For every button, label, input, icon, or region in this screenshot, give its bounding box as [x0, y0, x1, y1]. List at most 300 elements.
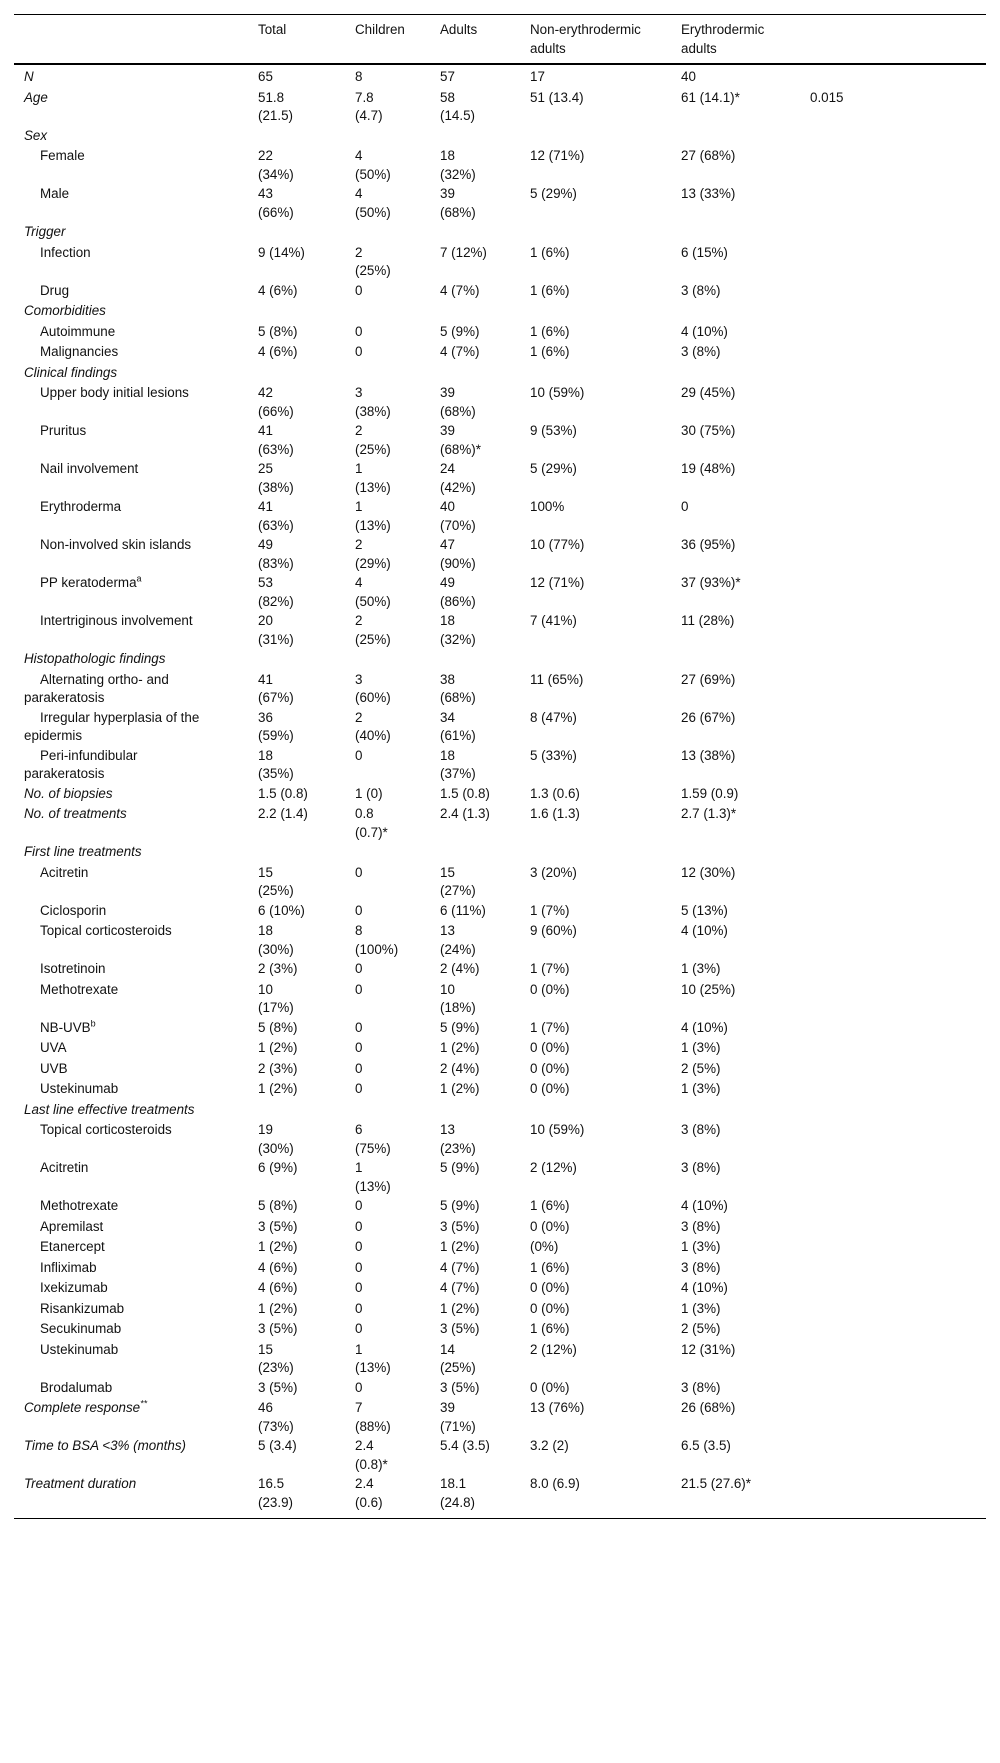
cell-p-value	[810, 1319, 986, 1340]
table-row	[14, 980, 986, 1018]
cell-non-erythrodermic-adults: 13 (76%)	[530, 1400, 585, 1415]
cell-erythrodermic-adults: 1 (3%)	[681, 1300, 721, 1316]
cell-non-erythrodermic-adults: 11 (65%)	[530, 671, 584, 687]
cell-adults: 18.1 (24.8)	[440, 1476, 475, 1510]
table-row	[14, 1038, 986, 1059]
cell-total: 9 (14%)	[258, 244, 305, 260]
row-label-text: Pruritus	[40, 423, 87, 438]
cell-total: 6 (9%)	[258, 1160, 298, 1175]
cell-erythrodermic-adults: 4 (10%)	[681, 1280, 728, 1295]
table-row	[14, 1196, 986, 1217]
cell-adults: 3 (5%)	[440, 1379, 480, 1395]
cell-total: 18 (35%)	[258, 747, 294, 781]
row-label	[14, 421, 258, 459]
row-label	[14, 301, 986, 322]
cell-p-value	[810, 383, 986, 421]
cell-adults: 5 (9%)	[440, 1198, 480, 1213]
cell-erythrodermic-adults: 3 (8%)	[681, 1122, 721, 1137]
row-label	[14, 342, 258, 363]
cell-total: 4 (6%)	[258, 344, 298, 359]
cell-adults: 39 (68%)	[440, 186, 476, 220]
cell-erythrodermic-adults: 27 (68%)	[681, 148, 736, 163]
row-label-text: Autoimmune	[40, 323, 116, 339]
cell-non-erythrodermic-adults: 0 (0%)	[530, 1081, 570, 1096]
cell-children: 0	[355, 1259, 363, 1275]
cell-children: 0	[355, 981, 363, 997]
cell-p-value	[810, 980, 986, 1018]
cell-children: 1 (0)	[355, 785, 383, 801]
cell-children: 8	[355, 69, 363, 84]
cell-total: 15 (25%)	[258, 864, 294, 898]
row-label	[14, 708, 258, 746]
cell-erythrodermic-adults: 10 (25%)	[681, 981, 736, 997]
cell-children: 0	[355, 1060, 363, 1076]
table-row	[14, 1398, 986, 1436]
cell-children: 3 (38%)	[355, 385, 391, 419]
cell-adults: 10 (18%)	[440, 981, 476, 1015]
cell-erythrodermic-adults: 3 (8%)	[681, 282, 721, 298]
row-label	[14, 784, 258, 805]
cell-children: 2 (29%)	[355, 537, 391, 571]
row-label-text: Comorbidities	[24, 303, 106, 318]
cell-non-erythrodermic-adults: 0 (0%)	[530, 1040, 570, 1055]
cell-adults: 49 (86%)	[440, 575, 476, 609]
row-label-text: Topical corticosteroids	[40, 923, 172, 938]
row-label-text: Intertriginous involvement	[40, 613, 193, 628]
row-label	[14, 281, 258, 302]
cell-erythrodermic-adults: 3 (8%)	[681, 1218, 721, 1234]
row-label	[14, 1059, 258, 1080]
cell-non-erythrodermic-adults: 9 (60%)	[530, 923, 577, 938]
cell-adults: 13 (24%)	[440, 923, 476, 957]
cell-erythrodermic-adults: 0	[681, 499, 689, 514]
cell-adults: 13 (23%)	[440, 1122, 476, 1156]
cell-total: 3 (5%)	[258, 1218, 298, 1234]
cell-non-erythrodermic-adults: 2 (12%)	[530, 1341, 577, 1357]
cell-total: 53 (82%)	[258, 575, 294, 609]
cell-adults: 1 (2%)	[440, 1040, 480, 1055]
cell-total: 51.8 (21.5)	[258, 89, 293, 123]
cell-adults: 15 (27%)	[440, 864, 476, 898]
cell-children: 0	[355, 747, 363, 763]
table-row	[14, 1299, 986, 1320]
row-label-text: Risankizumab	[40, 1300, 125, 1316]
row-label-text: Sex	[24, 127, 48, 143]
header-erythrodermic-adults: Erythrodermic adults	[681, 22, 765, 56]
cell-erythrodermic-adults: 2.7 (1.3)*	[681, 806, 737, 821]
cell-non-erythrodermic-adults: 8 (47%)	[530, 709, 577, 725]
table-row	[14, 342, 986, 363]
cell-p-value	[810, 1474, 986, 1519]
cell-erythrodermic-adults: 4 (10%)	[681, 1198, 728, 1213]
row-label-text: Age	[24, 89, 48, 105]
cell-non-erythrodermic-adults: 1 (6%)	[530, 244, 570, 260]
cell-erythrodermic-adults: 2 (5%)	[681, 1060, 721, 1076]
cell-erythrodermic-adults: 4 (10%)	[681, 1019, 728, 1035]
cell-total: 2.2 (1.4)	[258, 806, 308, 821]
footnote-marker: **	[140, 1398, 148, 1409]
cell-erythrodermic-adults: 1.59 (0.9)	[681, 785, 739, 801]
row-label	[14, 146, 258, 184]
cell-adults: 24 (42%)	[440, 461, 476, 495]
row-label-text: Nail involvement	[40, 461, 139, 476]
cell-non-erythrodermic-adults: 1 (7%)	[530, 961, 570, 976]
row-label-text: Female	[40, 148, 85, 163]
cell-children: 0	[355, 1040, 363, 1055]
cell-children: 1 (13%)	[355, 1341, 391, 1375]
cell-adults: 38 (68%)	[440, 671, 476, 705]
table-row	[14, 146, 986, 184]
row-label	[14, 222, 986, 243]
cell-p-value	[810, 421, 986, 459]
cell-adults: 7 (12%)	[440, 244, 487, 260]
cell-p-value	[810, 1217, 986, 1238]
cell-total: 25 (38%)	[258, 461, 294, 495]
section-header-row	[14, 222, 986, 243]
row-label-text: Etanercept	[40, 1239, 105, 1254]
row-label	[14, 1217, 258, 1238]
cell-p-value	[810, 573, 986, 611]
cell-adults: 4 (7%)	[440, 1259, 480, 1275]
table-row	[14, 1018, 986, 1039]
cell-total: 1.5 (0.8)	[258, 785, 308, 801]
row-label	[14, 535, 258, 573]
cell-p-value	[810, 1038, 986, 1059]
row-label	[14, 804, 258, 842]
cell-erythrodermic-adults: 3 (8%)	[681, 1379, 721, 1395]
cell-adults: 4 (7%)	[440, 344, 480, 359]
cell-p-value	[810, 784, 986, 805]
row-label	[14, 1340, 258, 1378]
cell-total: 4 (6%)	[258, 1259, 298, 1275]
row-label-text: Apremilast	[40, 1218, 104, 1234]
cell-p-value	[810, 804, 986, 842]
cell-children: 0	[355, 344, 363, 359]
cell-adults: 5.4 (3.5)	[440, 1438, 490, 1453]
row-label-text: Ustekinumab	[40, 1081, 119, 1096]
cell-erythrodermic-adults: 2 (5%)	[681, 1321, 721, 1336]
cell-children: 0	[355, 1198, 363, 1213]
table-row	[14, 573, 986, 611]
cell-total: 5 (8%)	[258, 1019, 298, 1035]
cell-children: 0	[355, 1218, 363, 1234]
table-row	[14, 1158, 986, 1196]
row-label	[14, 1398, 258, 1436]
row-label	[14, 959, 258, 980]
cell-erythrodermic-adults: 12 (30%)	[681, 864, 736, 880]
cell-adults: 5 (9%)	[440, 1160, 480, 1175]
table-row	[14, 1378, 986, 1399]
cell-erythrodermic-adults: 30 (75%)	[681, 423, 736, 438]
cell-erythrodermic-adults: 1 (3%)	[681, 1239, 721, 1254]
table-row	[14, 1436, 986, 1474]
cell-erythrodermic-adults: 6.5 (3.5)	[681, 1438, 731, 1453]
row-label-text: Methotrexate	[40, 981, 119, 997]
row-label-text: Histopathologic findings	[24, 651, 166, 666]
cell-p-value	[810, 1079, 986, 1100]
cell-non-erythrodermic-adults: 3 (20%)	[530, 864, 577, 880]
table-row	[14, 746, 986, 784]
section-header-row	[14, 126, 986, 147]
table-row	[14, 1059, 986, 1080]
row-label-text: No. of biopsies	[24, 785, 113, 801]
row-label-text: Non-involved skin islands	[40, 537, 192, 552]
row-label	[14, 126, 986, 147]
table-row	[14, 784, 986, 805]
table-body	[14, 64, 986, 1519]
row-label	[14, 1120, 258, 1158]
cell-adults: 1 (2%)	[440, 1239, 480, 1254]
row-label-text: N	[24, 69, 34, 84]
table-row	[14, 1278, 986, 1299]
cell-non-erythrodermic-adults: 1 (6%)	[530, 1259, 570, 1275]
table-row	[14, 1319, 986, 1340]
cell-children: 0	[355, 1379, 363, 1395]
row-label-text: Last line effective treatments	[24, 1101, 195, 1117]
table-row	[14, 863, 986, 901]
cell-adults: 2.4 (1.3)	[440, 806, 490, 821]
cell-children: 0.8 (0.7)*	[355, 806, 388, 840]
cell-erythrodermic-adults: 4 (10%)	[681, 323, 728, 339]
cell-adults: 4 (7%)	[440, 1280, 480, 1295]
row-label-text: Secukinumab	[40, 1321, 122, 1336]
row-label	[14, 863, 258, 901]
cell-p-value	[810, 1398, 986, 1436]
cell-p-value	[810, 921, 986, 959]
cell-non-erythrodermic-adults: 5 (29%)	[530, 461, 577, 476]
row-label	[14, 1079, 258, 1100]
table-row	[14, 243, 986, 281]
row-label	[14, 497, 258, 535]
cell-non-erythrodermic-adults: 1.6 (1.3)	[530, 806, 580, 821]
cell-adults: 5 (9%)	[440, 323, 480, 339]
cell-total: 15 (23%)	[258, 1341, 294, 1375]
cell-erythrodermic-adults: 29 (45%)	[681, 385, 736, 400]
cell-p-value	[810, 146, 986, 184]
cell-adults: 4 (7%)	[440, 282, 480, 298]
cell-total: 41 (63%)	[258, 499, 294, 533]
cell-adults: 1 (2%)	[440, 1300, 480, 1316]
row-label-text: Isotretinoin	[40, 961, 106, 976]
cell-adults: 6 (11%)	[440, 902, 486, 918]
cell-children: 0	[355, 864, 363, 880]
cell-p-value	[810, 243, 986, 281]
cell-erythrodermic-adults: 4 (10%)	[681, 923, 728, 938]
row-label-text: Erythroderma	[40, 499, 122, 514]
cell-total: 41 (67%)	[258, 671, 294, 705]
cell-p-value	[810, 746, 986, 784]
cell-adults: 3 (5%)	[440, 1218, 480, 1234]
cell-p-value	[810, 1340, 986, 1378]
cell-children: 3 (60%)	[355, 671, 391, 705]
cell-children: 0	[355, 1019, 363, 1035]
cell-non-erythrodermic-adults: 100%	[530, 499, 565, 514]
table-row	[14, 1079, 986, 1100]
header-children: Children	[355, 22, 405, 37]
row-label	[14, 921, 258, 959]
cell-erythrodermic-adults: 37 (93%)*	[681, 575, 741, 590]
row-label	[14, 1038, 258, 1059]
cell-total: 5 (3.4)	[258, 1438, 297, 1453]
cell-non-erythrodermic-adults: 1 (7%)	[530, 1019, 570, 1035]
cell-total: 65	[258, 69, 273, 84]
cell-erythrodermic-adults: 36 (95%)	[681, 537, 736, 552]
cell-adults: 18 (32%)	[440, 148, 476, 182]
row-label-text: Irregular hyperplasia of the epidermis	[24, 709, 200, 743]
row-label	[14, 1436, 258, 1474]
cell-children: 1 (13%)	[355, 461, 391, 495]
row-label-text: Ixekizumab	[40, 1280, 108, 1295]
row-label-text: Clinical findings	[24, 364, 118, 380]
footnote-marker: a	[136, 573, 142, 584]
cell-erythrodermic-adults: 6 (15%)	[681, 244, 728, 260]
table-row	[14, 383, 986, 421]
row-label-text: Drug	[40, 282, 70, 298]
cell-erythrodermic-adults: 27 (69%)	[681, 671, 736, 687]
cell-adults: 2 (4%)	[440, 1060, 480, 1076]
cell-erythrodermic-adults: 11 (28%)	[681, 613, 735, 628]
table-row	[14, 959, 986, 980]
row-label-text: Upper body initial lesions	[40, 385, 189, 400]
cell-erythrodermic-adults: 21.5 (27.6)*	[681, 1476, 751, 1491]
cell-non-erythrodermic-adults: 1 (6%)	[530, 323, 570, 339]
cell-erythrodermic-adults: 5 (13%)	[681, 902, 728, 918]
cell-non-erythrodermic-adults: 12 (71%)	[530, 575, 585, 590]
cell-p-value: 0.015	[810, 89, 844, 105]
cell-p-value	[810, 863, 986, 901]
cell-erythrodermic-adults: 12 (31%)	[681, 1341, 736, 1357]
cell-non-erythrodermic-adults: 17	[530, 69, 545, 84]
section-header-row	[14, 363, 986, 384]
row-label	[14, 842, 986, 863]
cell-non-erythrodermic-adults: 1 (6%)	[530, 1198, 570, 1213]
cell-total: 5 (8%)	[258, 323, 298, 339]
cell-non-erythrodermic-adults: 0 (0%)	[530, 1379, 570, 1395]
row-label-text: Malignancies	[40, 344, 119, 359]
row-label	[14, 322, 258, 343]
cell-children: 2 (25%)	[355, 244, 391, 278]
cell-p-value	[810, 959, 986, 980]
cell-total: 2 (3%)	[258, 1060, 298, 1076]
table-row	[14, 804, 986, 842]
cell-erythrodermic-adults: 3 (8%)	[681, 1259, 721, 1275]
cell-p-value	[810, 708, 986, 746]
row-label	[14, 746, 258, 784]
row-label-text: Methotrexate	[40, 1198, 119, 1213]
row-label-text: No. of treatments	[24, 806, 127, 821]
row-label	[14, 1278, 258, 1299]
cell-non-erythrodermic-adults: 10 (77%)	[530, 537, 585, 552]
cell-adults: 34 (61%)	[440, 709, 476, 743]
cell-non-erythrodermic-adults: 7 (41%)	[530, 613, 577, 628]
cell-p-value	[810, 64, 986, 88]
cell-adults: 58 (14.5)	[440, 89, 475, 123]
cell-erythrodermic-adults: 13 (33%)	[681, 186, 736, 201]
row-label-text: Topical corticosteroids	[40, 1122, 172, 1137]
cell-non-erythrodermic-adults: 1 (7%)	[530, 902, 570, 918]
cell-children: 0	[355, 1239, 363, 1254]
row-label-text: Trigger	[24, 224, 66, 239]
cell-total: 1 (2%)	[258, 1300, 298, 1316]
cell-total: 19 (30%)	[258, 1122, 294, 1156]
table-row	[14, 322, 986, 343]
cell-p-value	[810, 1299, 986, 1320]
cell-p-value	[810, 459, 986, 497]
table-row	[14, 1237, 986, 1258]
cell-non-erythrodermic-adults: 0 (0%)	[530, 981, 570, 997]
cell-children: 0	[355, 902, 363, 918]
row-label-text: PP keratoderma	[40, 575, 137, 590]
cell-non-erythrodermic-adults: 0 (0%)	[530, 1300, 570, 1316]
cell-total: 6 (10%)	[258, 902, 305, 918]
table-row	[14, 497, 986, 535]
row-label	[14, 243, 258, 281]
table-row	[14, 1120, 986, 1158]
table-row	[14, 421, 986, 459]
cell-children: 4 (50%)	[355, 148, 391, 182]
row-label	[14, 1100, 986, 1121]
cell-adults: 1.5 (0.8)	[440, 785, 490, 801]
cell-children: 8 (100%)	[355, 923, 399, 957]
cell-total: 1 (2%)	[258, 1040, 298, 1055]
row-label	[14, 649, 986, 670]
cell-total: 49 (83%)	[258, 537, 294, 571]
cell-p-value	[810, 535, 986, 573]
cell-total: 2 (3%)	[258, 961, 298, 976]
row-label	[14, 1319, 258, 1340]
cell-p-value	[810, 1378, 986, 1399]
row-label-text: First line treatments	[24, 844, 142, 859]
cell-children: 0	[355, 961, 363, 976]
row-label	[14, 1378, 258, 1399]
row-label-text: UVA	[40, 1040, 67, 1055]
cell-non-erythrodermic-adults: 12 (71%)	[530, 148, 585, 163]
section-header-row	[14, 649, 986, 670]
section-header-row	[14, 842, 986, 863]
cell-adults: 39 (68%)	[440, 385, 476, 419]
row-label-text: UVB	[40, 1060, 68, 1076]
cell-children: 2 (25%)	[355, 423, 391, 457]
cell-total: 1 (2%)	[258, 1081, 298, 1096]
cell-p-value	[810, 1120, 986, 1158]
cell-p-value	[810, 901, 986, 922]
header-adults: Adults	[440, 22, 478, 37]
cell-p-value	[810, 1018, 986, 1039]
cell-p-value	[810, 1237, 986, 1258]
cell-erythrodermic-adults: 19 (48%)	[681, 461, 736, 476]
cell-non-erythrodermic-adults: 9 (53%)	[530, 423, 577, 438]
cell-children: 7 (88%)	[355, 1400, 391, 1434]
cell-children: 7.8 (4.7)	[355, 89, 383, 123]
cell-adults: 57	[440, 69, 455, 84]
row-label-text: Infection	[40, 244, 91, 260]
table-row	[14, 281, 986, 302]
cell-children: 0	[355, 282, 363, 298]
cell-p-value	[810, 1059, 986, 1080]
table-row	[14, 64, 986, 88]
cell-total: 3 (5%)	[258, 1379, 298, 1395]
row-label	[14, 670, 258, 708]
cell-children: 0	[355, 323, 363, 339]
table-row	[14, 535, 986, 573]
cell-total: 36 (59%)	[258, 709, 294, 743]
cell-adults: 39 (71%)	[440, 1400, 476, 1434]
cell-erythrodermic-adults: 1 (3%)	[681, 1081, 721, 1096]
cell-non-erythrodermic-adults: 0 (0%)	[530, 1280, 570, 1295]
cell-erythrodermic-adults: 3 (8%)	[681, 344, 721, 359]
table-row	[14, 670, 986, 708]
cell-children: 2 (40%)	[355, 709, 391, 743]
